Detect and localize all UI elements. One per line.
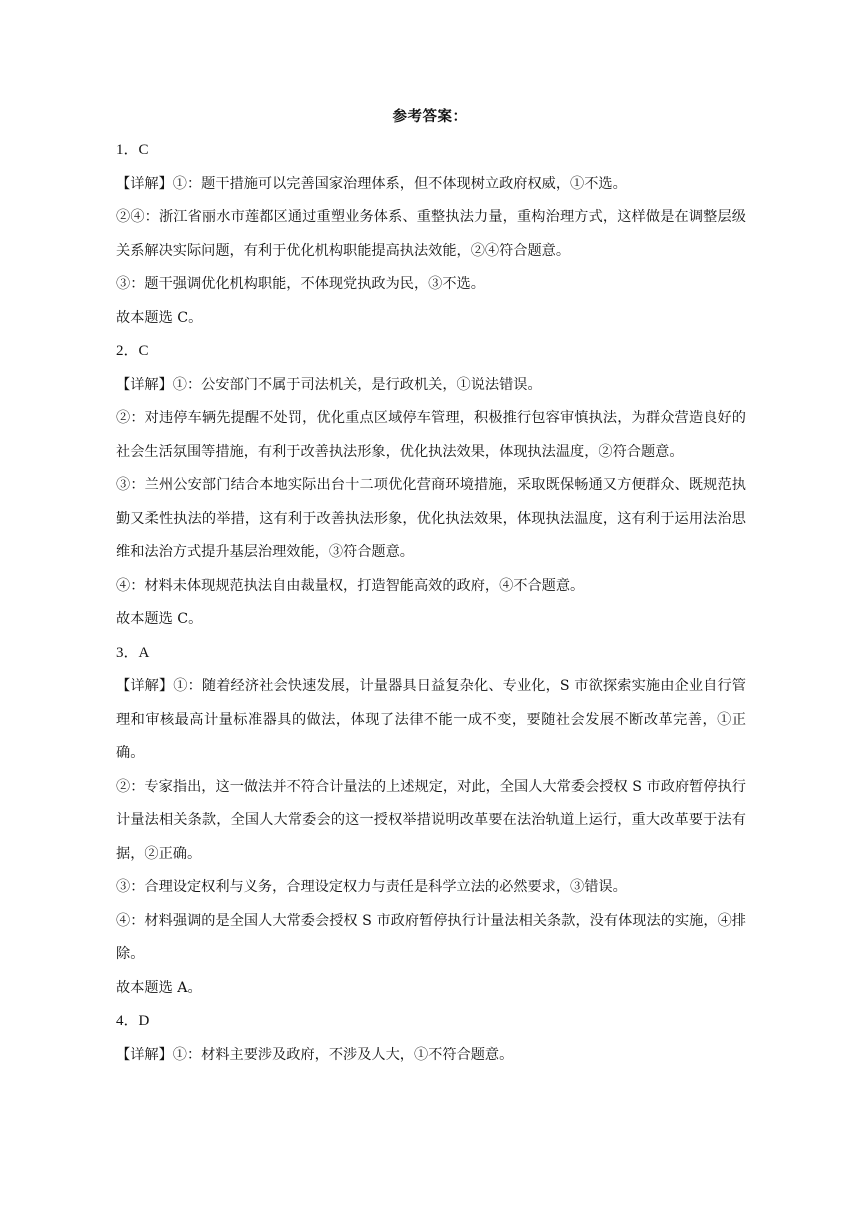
answer-number: 3．A: [116, 644, 150, 661]
answer-number: 1．C: [116, 142, 149, 158]
explanation-line: ②：对违停车辆先提醒不处罚，优化重点区域停车管理，积极推行包容审慎执法，为群众营造良好的社会生活氛围等措施，有利于改善执法形象，优化执法效果，体现执法温度，②符合题意。: [116, 410, 746, 460]
conclusion-line: 故本题选 C。: [116, 611, 203, 627]
conclusion-line: 故本题选 C。: [116, 309, 203, 326]
explanation-line: ③：题干强调优化机构职能，不体现党执政为民，③不选。: [116, 276, 485, 292]
answer-number: 2．C: [116, 343, 149, 359]
answer-list: [116, 134, 746, 1072]
explanation-line: ④：材料未体现规范执法自由裁量权，打造智能高效的政府，④不合题意。: [116, 577, 585, 594]
conclusion-line: 故本题选 A。: [116, 979, 202, 996]
answer-item: [116, 1005, 746, 1072]
page-title: 参考答案：: [392, 108, 468, 125]
answer-item: [116, 134, 746, 335]
answer-item: [116, 335, 746, 637]
explanation-line: ③：合理设定权利与义务，合理设定权力与责任是科学立法的必然要求，③错误。: [116, 879, 627, 895]
answer-number: 4．D: [116, 1013, 150, 1029]
explanation-line: 【详解】①：题干措施可以完善国家治理体系，但不体现树立政府权威，①不选。: [116, 175, 627, 192]
explanation-line: ②④：浙江省丽水市莲都区通过重塑业务体系、重整执法力量，重构治理方式，这样做是在调整层级关系解决实际问题，有利于优化机构职能提高执法效能，②④符合题意。: [116, 209, 746, 259]
explanation-line: ③：兰州公安部门结合本地实际出台十二项优化营商环境措施，采取既保畅通又方便群众、既规范执勤又柔性执法的举措，这有利于改善执法形象，优化执法效果，体现执法温度，这有利于运用法治思维和法治方式提升基层治理效能，③符合题意。: [116, 477, 746, 560]
explanation-line: ④：材料强调的是全国人大常委会授权 S 市政府暂停执行计量法相关条款，没有体现法的实施，④排除。: [116, 912, 746, 962]
explanation-line: 【详解】①：材料主要涉及政府，不涉及人大，①不符合题意。: [116, 1046, 514, 1063]
answer-item: [116, 637, 746, 1006]
explanation-line: 【详解】①：随着经济社会快速发展，计量器具日益复杂化、专业化，S 市欲探索实施由企业自行管理和审核最高计量标准器具的做法，体现了法律不能一成不变，要随社会发展不断改革完善，①正确。: [116, 678, 746, 761]
explanation-line: 【详解】①：公安部门不属于司法机关，是行政机关，①说法错误。: [116, 376, 542, 393]
explanation-line: ②：专家指出，这一做法并不符合计量法的上述规定，对此，全国人大常委会授权 S 市政府暂停执行计量法相关条款，全国人大常委会的这一授权举措说明改革要在法治轨道上运行，重大改革要于法有据，②正确。: [116, 778, 746, 862]
